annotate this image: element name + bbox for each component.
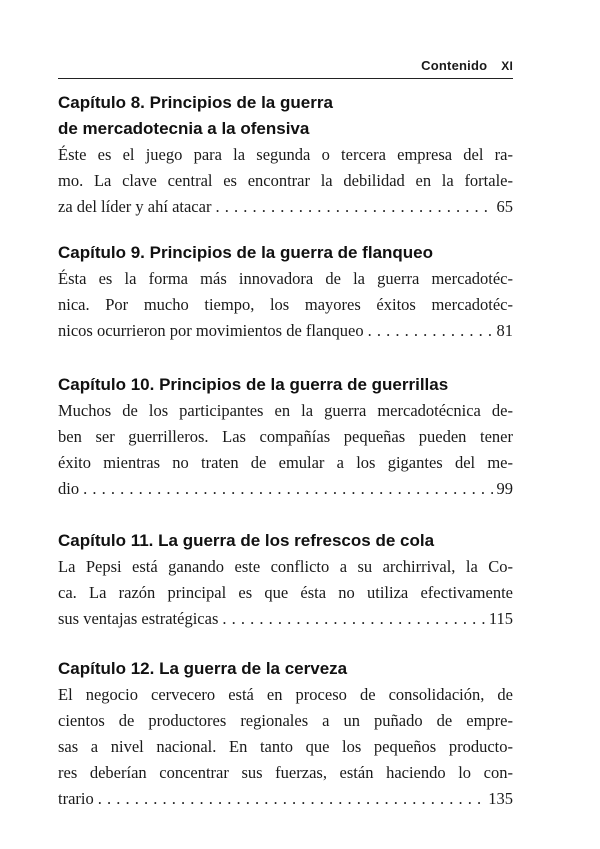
chapter-page-number: 135 [488,789,513,808]
page-number: XI [501,59,513,73]
description-last-line: dio . . . 99 [58,476,513,502]
description-line: Ésta es la forma más innovadora de la guerra mercadotéc- [58,269,513,288]
chapter-description [58,682,513,812]
description-line: Muchos de los participantes en la guerra mercadotécnica de- [58,401,513,420]
chapter-title: Capítulo 10. Principios de la guerra de guerrillas [58,375,449,394]
description-line: mo. La clave central es encontrar la debilidad en la fortale- [58,171,513,190]
description-line: Éste es el juego para la segunda o tercera empresa del ra- [58,145,513,164]
chapter-title: Capítulo 11. La guerra de los refrescos de cola [58,531,435,550]
description-line: ca. La razón principal es que ésta no utiliza efectivamente [58,583,513,602]
chapter-description [58,554,513,632]
section-title: Contenido [421,58,488,73]
description-line: El negocio cervecero está en proceso de consolidación, de [58,685,513,704]
toc-entry-chapter-10 [58,372,513,502]
chapter-description [58,398,513,502]
description-line: cientos de productores regionales a un puñado de empre- [58,711,513,730]
dot-leader [83,476,492,502]
description-line: nica. Por mucho tiempo, los mayores éxitos mercadotéc- [58,295,513,314]
toc-entry-chapter-8 [58,90,513,220]
toc-entry-chapter-9 [58,240,513,344]
dot-leader [368,318,493,344]
description-line: res deberían concentrar sus fuerzas, están haciendo lo con- [58,763,513,782]
description-last-line: za del líder y ahí atacar . . . 65 [58,194,513,220]
dot-leader [215,194,492,220]
chapter-page-number: 115 [488,609,513,628]
chapter-description [58,142,513,220]
description-line: sas a nivel nacional. En tanto que los pequeños producto- [58,737,513,756]
chapter-description [58,266,513,344]
description-last-line: sus ventajas estratégicas . . . 115 [58,606,513,632]
chapter-title: Capítulo 12. La guerra de la cerveza [58,659,348,678]
toc-entry-chapter-12 [58,656,513,812]
toc-entry-chapter-11 [58,528,513,632]
description-line: éxito mientras no traten de emular a los gigantes del me- [58,453,513,472]
header-rule [58,78,513,79]
chapter-title: Capítulo 9. Principios de la guerra de flanqueo [58,243,434,262]
description-line: La Pepsi está ganando este conflicto a su archirrival, la Co- [58,557,513,576]
chapter-title: Capítulo 8. Principios de la guerra de mercadotecnia a la ofensiva [58,93,333,138]
running-head [58,58,513,73]
chapter-page-number: 81 [496,321,513,340]
dot-leader [222,606,485,632]
chapter-page-number: 99 [496,479,513,498]
chapter-page-number: 65 [496,197,513,216]
description-last-line: nicos ocurrieron por movimientos de flanqueo . . . 81 [58,318,513,344]
dot-leader [98,786,485,812]
description-last-line: trario . . . 135 [58,786,513,812]
description-line: ben ser guerrilleros. Las compañías pequeñas pueden tener [58,427,513,446]
